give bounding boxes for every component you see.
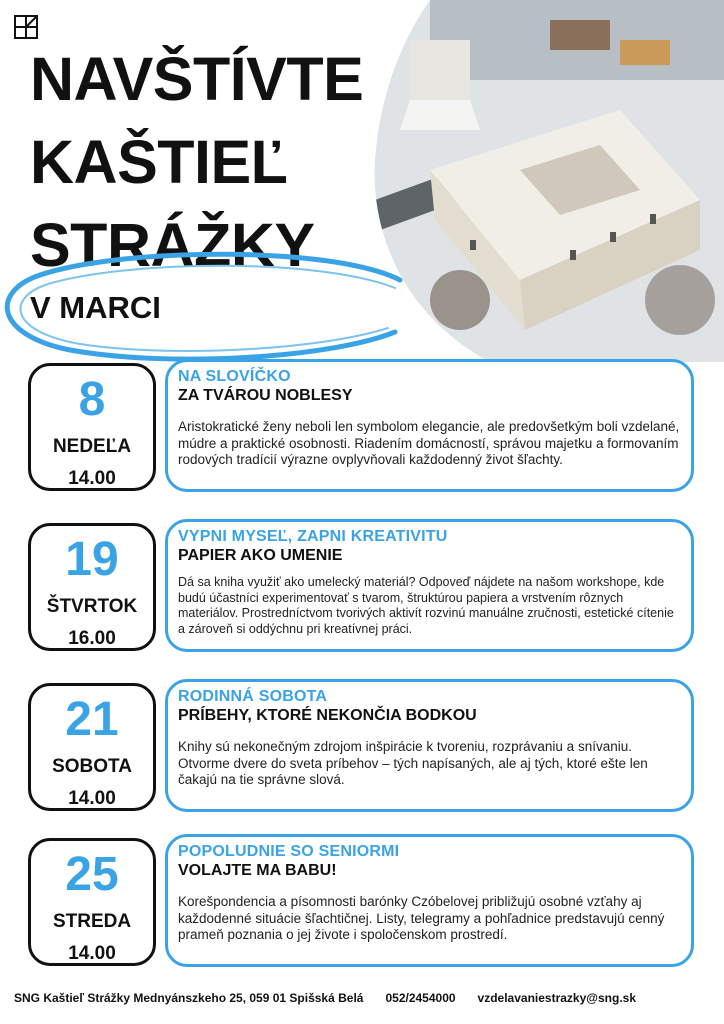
- title-line: STRÁŽKY: [30, 211, 315, 279]
- month-subtitle: V MARCI: [30, 290, 161, 325]
- event-time: 14.00: [68, 788, 116, 809]
- event-heading: PRÍBEHY, KTORÉ NEKONČIA BODKOU: [178, 707, 477, 724]
- event-category: VYPNI MYSEĽ, ZAPNI KREATIVITU: [178, 528, 448, 545]
- footer-email[interactable]: vzdelavaniestrazky@sng.sk: [477, 991, 636, 1005]
- event-time: 14.00: [68, 468, 116, 489]
- event-category: POPOLUDNIE SO SENIORMI: [178, 843, 400, 860]
- event-weekday: NEDEĽA: [52, 436, 132, 457]
- title-line: KAŠTIEĽ: [30, 128, 288, 196]
- event-card: [28, 523, 694, 658]
- event-date-box: [28, 363, 156, 491]
- event-description-card: [165, 834, 694, 967]
- event-day: 19: [65, 533, 119, 586]
- event-heading: VOLAJTE MA BABU!: [178, 862, 337, 879]
- event-category: NA SLOVÍČKO: [178, 368, 291, 385]
- event-time: 16.00: [68, 628, 116, 649]
- grid-logo-icon: [14, 15, 38, 39]
- event-date-box: [28, 838, 156, 966]
- event-category: RODINNÁ SOBOTA: [178, 688, 328, 705]
- event-description: Knihy sú nekonečným zdrojom inšpirácie k tvoreniu, rozprávaniu a snívaniu. Otvorme dvere do sveta príbehov – tých napísaných, ale aj tých, ktoré ešte len čakajú na tie správne slová.: [178, 739, 648, 787]
- event-date-box: [28, 523, 156, 651]
- event-card: [28, 363, 694, 498]
- footer-phone[interactable]: 052/2454000: [385, 991, 456, 1005]
- footer-address: SNG Kaštieľ Strážky Mednyánszkeho 25, 059 01 Spišská Belá: [14, 991, 364, 1005]
- event-heading: ZA TVÁROU NOBLESY: [178, 387, 353, 404]
- event-weekday: STREDA: [52, 911, 132, 932]
- title-line: NAVŠTÍVTE: [30, 45, 364, 113]
- event-date-box: [28, 683, 156, 811]
- footer-contact: [14, 991, 714, 1005]
- event-card: [28, 683, 694, 818]
- castle-aerial-photo: [370, 0, 724, 362]
- event-card: [28, 838, 694, 973]
- event-description: Aristokratické ženy neboli len symbolom elegancie, ale predovšetkým boli vzdelané, múdre a praktické osobnosti. Riadením domácností, správou majetku a formovaním rodových tradícií výrazne ovplyvňovali každodenný život šľachty.: [178, 419, 680, 467]
- event-description-card: [165, 359, 694, 492]
- event-time: 14.00: [68, 943, 116, 964]
- event-day: 25: [65, 848, 119, 901]
- event-weekday: ŠTVRTOK: [46, 596, 138, 617]
- event-day: 8: [78, 373, 106, 426]
- event-description-card: [165, 519, 694, 652]
- event-day: 21: [65, 693, 119, 746]
- event-description: Dá sa kniha využiť ako umelecký materiál? Odpoveď nájdete na našom workshope, kde budú účastníci experimentovať s tvarom, štruktúrou papiera a vrstvením rôznych materiálov. Prostredníctvom tvorivých aktivít rozvinú manuálne zručnosti, estetické cítenie a zároveň si oddýchnu pri kreatívnej práci.: [178, 575, 674, 636]
- event-description-card: [165, 679, 694, 812]
- event-heading: PAPIER AKO UMENIE: [178, 547, 343, 564]
- event-weekday: SOBOTA: [52, 756, 132, 777]
- event-description: Korešpondencia a písomnosti barónky Czóbelovej približujú osobné vzťahy aj každodenné situácie šľachtičnej. Listy, telegramy a pohľadnice predstavujú cenný prameň poznania o jej živote i spoločenskom prostredí.: [178, 894, 665, 942]
